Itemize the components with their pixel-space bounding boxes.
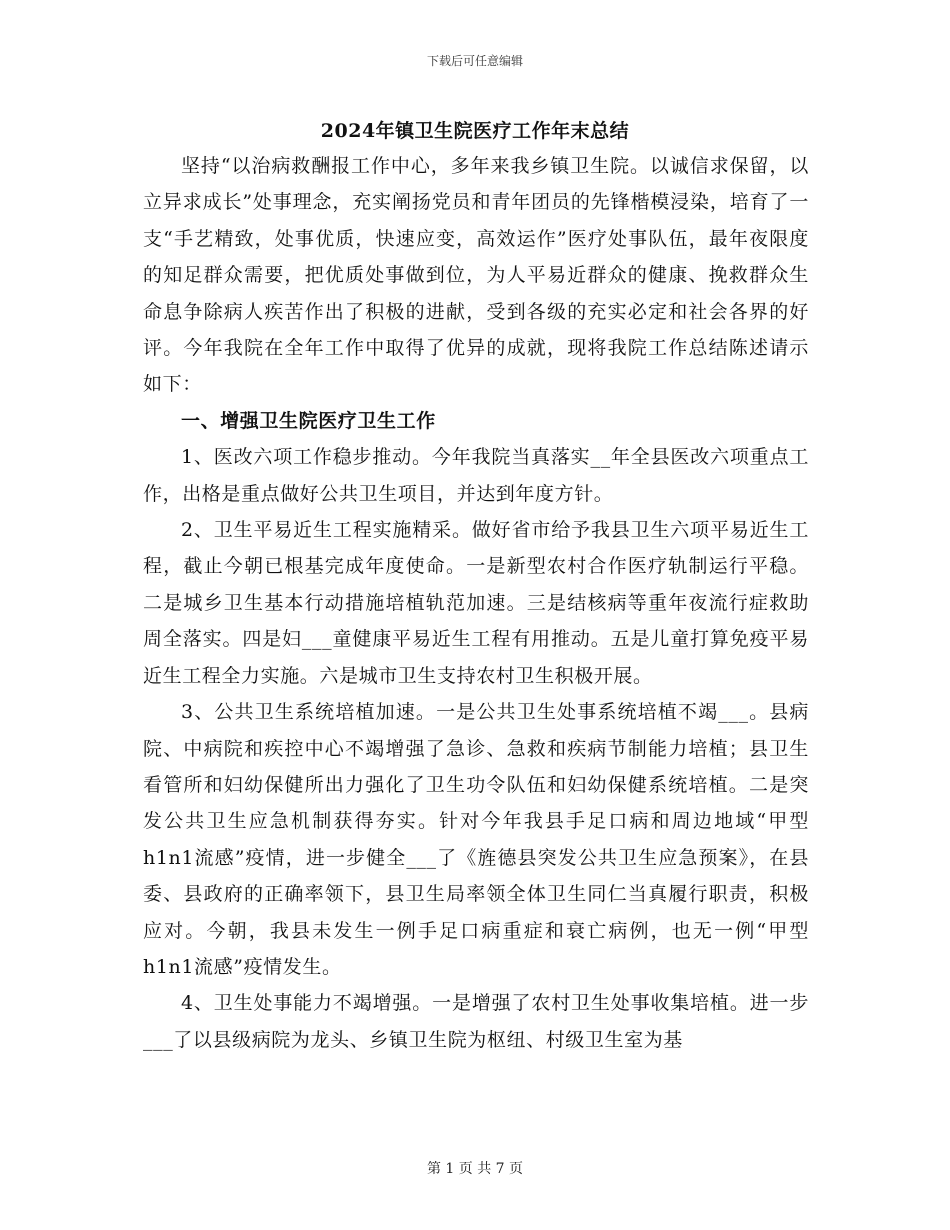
document-body <box>143 148 809 1058</box>
paragraph-item-1: 1、医改六项工作稳步推动。今年我院当真落实__年全县医改六项重点工作，出格是重点做好公共卫生项目，并达到年度方针。 <box>143 446 809 505</box>
paragraph-item-3: 3、公共卫生系统培植加速。一是公共卫生处事系统培植不竭___。县病院、中病院和疾控中心不竭增强了急诊、急救和疾病节制能力培植；县卫生看管所和妇幼保健所出力强化了卫生功令队伍和妇幼保健系统培植。二是突发公共卫生应急机制获得夯实。针对今年我县手足口病和周边地域“甲型h1n1流感”疫情，进一步健全___了《旌德县突发公共卫生应急预案》，在县委、县政府的正确率领下，县卫生局率领全体卫生同仁当真履行职责，积极应对。今朝，我县未发生一例手足口病重症和衰亡病例，也无一例“甲型h1n1流感”疫情发生。 <box>143 701 809 978</box>
document-title: 2024年镇卫生院医疗工作年末总结 <box>320 120 630 142</box>
intro-paragraph: 坚持“以治病救酬报工作中心，多年来我乡镇卫生院。以诚信求保留，以立异求成长”处事理念，充实阐扬党员和青年团员的先锋楷模浸染，培育了一支“手艺精致，处事优质，快速应变，高效运作”医疗处事队伍，最年夜限度的知足群众需要，把优质处事做到位，为人平易近群众的健康、挽救群众生命息争除病人疾苦作出了积极的进献，受到各级的充实必定和社会各界的好评。今年我院在全年工作中取得了优异的成就，现将我院工作总结陈述请示如下： <box>143 155 809 396</box>
header-note: 下载后可任意编辑 <box>426 54 523 68</box>
paragraph-item-4: 4、卫生处事能力不竭增强。一是增强了农村卫生处事收集培植。进一步___了以县级病院为龙头、乡镇卫生院为枢纽、村级卫生室为基 <box>143 992 809 1051</box>
paragraph-item-2: 2、卫生平易近生工程实施精采。做好省市给予我县卫生六项平易近生工程，截止今朝已根基完成年度使命。一是新型农村合作医疗轨制运行平稳。二是城乡卫生基本行动措施培植轨范加速。三是结核病等重年夜流行症救助周全落实。四是妇___童健康平易近生工程有用推动。五是儿童打算免疫平易近生工程全力实施。六是城市卫生支持农村卫生积极开展。 <box>143 519 809 687</box>
page-footer: 第 1 页 共 7 页 <box>426 1161 524 1177</box>
section-heading: 一、增强卫生院医疗卫生工作 <box>181 409 436 432</box>
